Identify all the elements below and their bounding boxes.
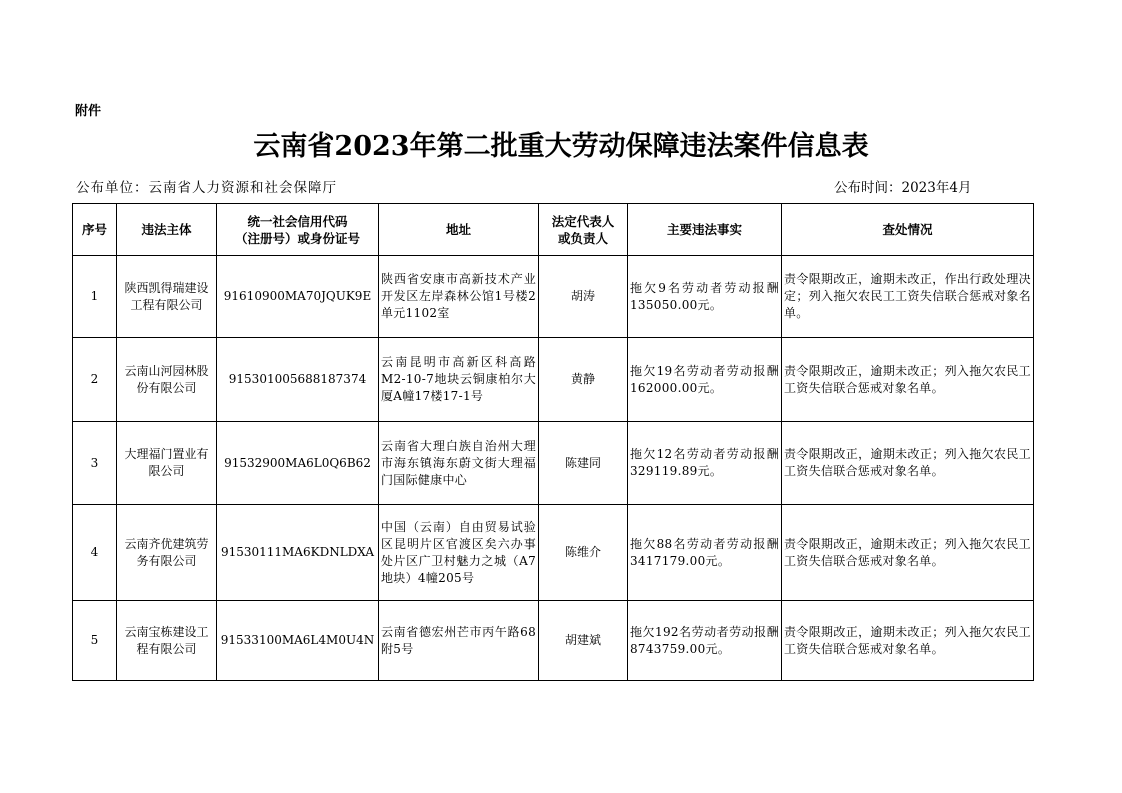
cell-facts: 拖欠19名劳动者劳动报酬162000.00元。 xyxy=(628,338,782,422)
cell-seq: 3 xyxy=(73,422,117,505)
header-representative-line1: 法定代表人 xyxy=(551,213,615,229)
cell-seq: 5 xyxy=(73,601,117,681)
cell-facts: 拖欠88名劳动者劳动报酬3417179.00元。 xyxy=(628,505,782,601)
table-row xyxy=(73,601,1034,681)
cell-address: 中国（云南）自由贸易试验区昆明片区官渡区矣六办事处片区广卫村魅力之城（A7地块）4幢205号 xyxy=(379,505,539,601)
cell-credit-code: 91532900MA6L0Q6B62 xyxy=(217,422,379,505)
cell-credit-code: 915301005688187374 xyxy=(217,338,379,422)
cell-facts: 拖欠12名劳动者劳动报酬329119.89元。 xyxy=(628,422,782,505)
header-facts: 主要违法事实 xyxy=(628,204,782,256)
header-credit-code-line1: 统一社会信用代码 xyxy=(247,213,348,229)
cell-facts: 拖欠192名劳动者劳动报酬8743759.00元。 xyxy=(628,601,782,681)
cell-subject: 云南山河园林股份有限公司 xyxy=(117,338,217,422)
cell-handling: 责令限期改正，逾期未改正；列入拖欠农民工工资失信联合惩戒对象名单。 xyxy=(782,601,1034,681)
cell-address: 云南昆明市高新区科高路M2-10-7地块云铜康柏尔大厦A幢17楼17-1号 xyxy=(379,338,539,422)
cell-subject: 云南宝栋建设工程有限公司 xyxy=(117,601,217,681)
cell-facts: 拖欠9名劳动者劳动报酬135050.00元。 xyxy=(628,256,782,338)
header-credit-code xyxy=(217,204,379,256)
cell-subject: 大理福门置业有限公司 xyxy=(117,422,217,505)
cell-representative: 陈建同 xyxy=(539,422,628,505)
cell-credit-code: 91610900MA70JQUK9E xyxy=(217,256,379,338)
cell-representative: 黄静 xyxy=(539,338,628,422)
header-address: 地址 xyxy=(379,204,539,256)
attachment-label: 附件 xyxy=(75,104,102,119)
table-row xyxy=(73,505,1034,601)
case-info-table xyxy=(72,203,1034,681)
cell-representative: 陈维介 xyxy=(539,505,628,601)
table-row xyxy=(73,256,1034,338)
cell-subject: 陕西凯得瑞建设工程有限公司 xyxy=(117,256,217,338)
header-handling: 查处情况 xyxy=(782,204,1034,256)
cell-handling: 责令限期改正，逾期未改正，作出行政处理决定；列入拖欠农民工工资失信联合惩戒对象名单。 xyxy=(782,256,1034,338)
cell-credit-code: 91530111MA6KDNLDXA xyxy=(217,505,379,601)
header-representative xyxy=(539,204,628,256)
header-seq: 序号 xyxy=(73,204,117,256)
cell-handling: 责令限期改正，逾期未改正；列入拖欠农民工工资失信联合惩戒对象名单。 xyxy=(782,338,1034,422)
cell-seq: 1 xyxy=(73,256,117,338)
cell-representative: 胡建斌 xyxy=(539,601,628,681)
cell-subject: 云南齐优建筑劳务有限公司 xyxy=(117,505,217,601)
header-representative-line2: 或负责人 xyxy=(557,230,608,246)
table-header-row xyxy=(73,204,1034,256)
cell-handling: 责令限期改正，逾期未改正；列入拖欠农民工工资失信联合惩戒对象名单。 xyxy=(782,505,1034,601)
publisher: 公布单位：云南省人力资源和社会保障厅 xyxy=(76,180,337,196)
cell-address: 陕西省安康市高新技术产业开发区左岸森林公馆1号楼2单元1102室 xyxy=(379,256,539,338)
cell-handling: 责令限期改正，逾期未改正；列入拖欠农民工工资失信联合惩戒对象名单。 xyxy=(782,422,1034,505)
table-row xyxy=(73,338,1034,422)
cell-seq: 2 xyxy=(73,338,117,422)
header-subject: 违法主体 xyxy=(117,204,217,256)
cell-address: 云南省德宏州芒市丙午路68附5号 xyxy=(379,601,539,681)
cell-credit-code: 91533100MA6L4M0U4N xyxy=(217,601,379,681)
table-row xyxy=(73,422,1034,505)
cell-seq: 4 xyxy=(73,505,117,601)
header-credit-code-line2: （注册号）或身份证号 xyxy=(234,230,360,246)
cell-representative: 胡涛 xyxy=(539,256,628,338)
document-title: 云南省2023年第二批重大劳动保障违法案件信息表 xyxy=(253,131,869,162)
publish-time: 公布时间：2023年4月 xyxy=(834,180,972,196)
cell-address: 云南省大理白族自治州大理市海东镇海东蔚文街大理福门国际健康中心 xyxy=(379,422,539,505)
